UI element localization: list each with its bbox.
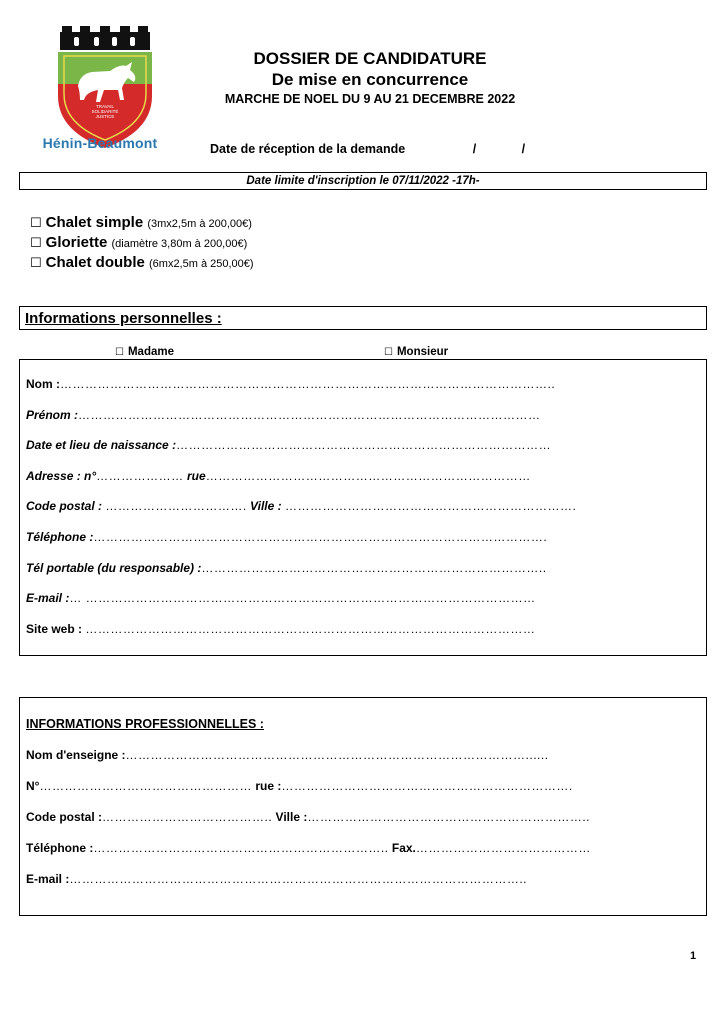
logo-motto: TRAVAIL SOLIDARITÉ JUSTICE [91, 104, 119, 119]
reception-date-slash-2: / [521, 142, 526, 156]
option-label: Chalet double [45, 254, 145, 271]
field-pro-telephone[interactable]: Téléphone :…………………………………………………………….. Fax.…………………………………… [26, 841, 591, 855]
logo-town-name: Hénin-Beaumont [42, 135, 158, 151]
field-pro-code-postal[interactable]: Code postal :………………………………….. Ville :………………………………………………………….. [26, 810, 590, 824]
reception-date-line [210, 142, 525, 156]
document-subtitle: De mise en concurrence [271, 70, 469, 89]
professional-section-title: INFORMATIONS PROFESSIONNELLES : [26, 717, 264, 731]
option-label: Gloriette [45, 234, 108, 251]
field-code-postal[interactable]: Code postal : ……………………………. Ville : ……………………………………………………………. [26, 499, 577, 513]
deadline-banner: Date limite d'inscription le 07/11/2022 -17h- [19, 172, 707, 190]
reception-date-slash-1: / [472, 142, 477, 156]
reception-date-label: Date de réception de la demande [210, 142, 406, 156]
personal-section-title: Informations personnelles : [25, 310, 222, 327]
page-number: 1 [690, 950, 697, 962]
field-telephone[interactable]: Téléphone :………………………………………………………………………………………………. [26, 530, 548, 544]
option-label: Chalet simple [45, 214, 144, 231]
field-nom-enseigne[interactable]: Nom d'enseigne :……………………………………………………………………………………...... [26, 748, 549, 762]
field-nom[interactable]: Nom :……………………………………………………………………………………………………….. [26, 377, 556, 391]
option-chalet-double[interactable] [30, 254, 254, 271]
field-tel-portable[interactable]: Tél portable (du responsable) :……………………………………………………………………….. [26, 561, 547, 575]
option-note: (3mx2,5m à 200,00€) [147, 218, 252, 230]
checkbox-icon[interactable]: ☐ [384, 347, 393, 358]
field-adresse[interactable]: Adresse : n°………………… rue…………………………………………………………………… [26, 469, 531, 483]
field-email[interactable]: E-mail :… ……………………………………………………………………………………………… [26, 591, 536, 605]
field-pro-numero[interactable]: N°…………………………………………… rue :……………………………………………………………. [26, 779, 573, 793]
option-note: (diamètre 3,80m à 200,00€) [111, 238, 248, 250]
option-gloriette[interactable] [30, 234, 247, 251]
civility-monsieur[interactable]: ☐ Monsieur [384, 346, 449, 358]
option-note: (6mx2,5m à 250,00€) [149, 258, 254, 270]
event-title: MARCHE DE NOEL DU 9 AU 21 DECEMBRE 2022 [224, 92, 516, 106]
checkbox-icon[interactable]: ☐ [30, 255, 42, 270]
option-chalet-simple[interactable] [30, 214, 252, 231]
document-title: DOSSIER DE CANDIDATURE [253, 49, 487, 68]
field-pro-email[interactable]: E-mail :……………………………………………………………………………………………….. [26, 872, 528, 886]
checkbox-icon[interactable]: ☐ [30, 215, 42, 230]
field-prenom[interactable]: Prénom :………………………………………………………………………………………………… [26, 408, 541, 422]
field-site-web[interactable]: Site web : ……………………………………………………………………………………………… [26, 622, 536, 636]
checkbox-icon[interactable]: ☐ [30, 235, 42, 250]
field-naissance[interactable]: Date et lieu de naissance :……………………………………………………………………………… [26, 438, 552, 452]
civility-madame[interactable]: ☐ Madame [115, 346, 174, 358]
checkbox-icon[interactable]: ☐ [115, 347, 124, 358]
